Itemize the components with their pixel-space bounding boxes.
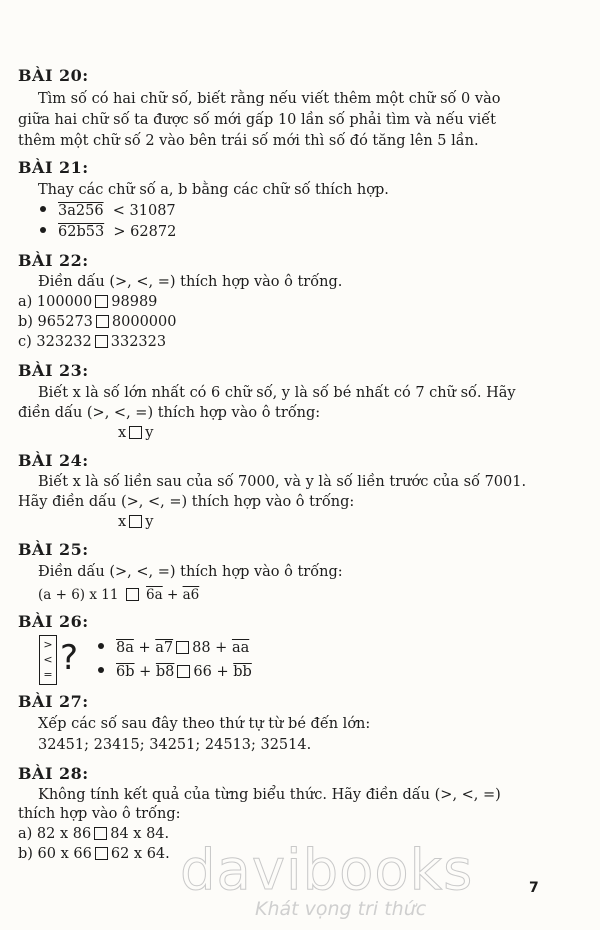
exercise-24-line-2: Hãy điền dấu (>, <, =) thích hợp vào ô trống: bbox=[18, 494, 355, 510]
exercise-24-compare bbox=[118, 512, 153, 532]
exercise-27-numbers: 32451; 23415; 34251; 24513; 32514. bbox=[38, 737, 312, 753]
answer-box-23[interactable] bbox=[129, 426, 142, 439]
expr-compare-2: > 62872 bbox=[113, 224, 177, 240]
expr-aa: $\overline{aa}$ bbox=[231, 640, 250, 656]
exercise-25-compare bbox=[38, 585, 199, 605]
expr-a6: a6 bbox=[182, 587, 200, 603]
exercise-28-title: BÀI 28: bbox=[18, 764, 89, 783]
item-b-left: b) 965273 bbox=[18, 314, 93, 330]
exercise-24-line-1: Biết x là số liền sau của số 7000, và y là số liền trước của số 7001. bbox=[38, 474, 527, 490]
answer-box-c[interactable] bbox=[95, 335, 108, 348]
exercise-20-line-1: Tìm số có hai chữ số, biết rằng nếu viết thêm một chữ số 0 vào bbox=[38, 91, 501, 107]
answer-box-28-a[interactable] bbox=[94, 827, 107, 840]
exercise-21-title: BÀI 21: bbox=[18, 158, 89, 177]
expr-6b: 6b bbox=[116, 664, 135, 680]
expr-left: (a + 6) x 11 bbox=[38, 587, 119, 603]
item-b-right: 8000000 bbox=[111, 314, 177, 330]
exercise-20-line-3: thêm một chữ số 2 vào bên trái số mới thì số đó tăng lên 5 lần. bbox=[18, 133, 479, 149]
answer-box-24[interactable] bbox=[129, 515, 142, 528]
var-x: x bbox=[118, 425, 127, 441]
var-x: x bbox=[118, 514, 127, 530]
expr-bb: $\overline{bb}$ bbox=[233, 664, 252, 680]
exercise-24-title: BÀI 24: bbox=[18, 451, 89, 470]
exercise-26-title: BÀI 26: bbox=[18, 612, 89, 631]
exercise-23-line-2: điền dấu (>, <, =) thích hợp vào ô trống: bbox=[18, 405, 321, 421]
answer-box-a[interactable] bbox=[95, 295, 108, 308]
item-a-left: a) 100000 bbox=[18, 294, 93, 310]
plus-sign: + bbox=[133, 640, 156, 656]
answer-box-28-b[interactable] bbox=[95, 847, 108, 860]
comparison-signs-box bbox=[39, 635, 57, 685]
var-y: y bbox=[145, 514, 154, 530]
exercise-28-item-b bbox=[18, 844, 170, 864]
sign-equal: = bbox=[43, 668, 53, 681]
expr-88: 88 + bbox=[192, 640, 232, 656]
item-c-left: c) 323232 bbox=[18, 334, 92, 350]
exercise-22-item-a bbox=[18, 292, 157, 312]
answer-box-b[interactable] bbox=[96, 315, 109, 328]
sign-less: < bbox=[43, 653, 53, 666]
expr-8a: 8a bbox=[116, 640, 134, 656]
exercise-21-item-2 bbox=[40, 222, 176, 242]
exercise-22-title: BÀI 22: bbox=[18, 251, 89, 270]
expr-62b53: 62b53 bbox=[58, 224, 105, 240]
exercise-27-intro: Xếp các số sau đây theo thứ tự từ bé đến lớn: bbox=[38, 716, 371, 732]
exercise-27-title: BÀI 27: bbox=[18, 692, 89, 711]
expr-66: 66 + bbox=[193, 664, 234, 680]
bullet bbox=[40, 206, 46, 212]
expr-a7: a7 bbox=[155, 640, 174, 656]
exercise-22-item-b bbox=[18, 312, 176, 332]
exercise-25-intro: Điền dấu (>, <, =) thích hợp vào ô trống: bbox=[38, 564, 343, 580]
answer-box-25[interactable] bbox=[126, 588, 139, 601]
var-y: y bbox=[145, 425, 154, 441]
question-mark: ? bbox=[60, 638, 79, 678]
exercise-21-intro: Thay các chữ số a, b bằng các chữ số thích hợp. bbox=[38, 182, 389, 198]
watermark-logo: davibooks bbox=[180, 838, 474, 903]
exercise-23-title: BÀI 23: bbox=[18, 361, 89, 380]
sign-greater: > bbox=[43, 638, 53, 651]
exercise-23-line-1: Biết x là số lớn nhất có 6 chữ số, y là số bé nhất có 7 chữ số. Hãy bbox=[38, 385, 516, 401]
exercise-21-item-1 bbox=[40, 201, 176, 221]
plus-sign: + bbox=[162, 587, 183, 603]
exercise-20-title: BÀI 20: bbox=[18, 66, 89, 85]
item-a-right: 98989 bbox=[111, 294, 158, 310]
exercise-26-row-2 bbox=[98, 662, 252, 682]
item-a-right: 84 x 84. bbox=[110, 826, 170, 842]
answer-box-26-2[interactable] bbox=[177, 665, 190, 678]
exercise-28-item-a bbox=[18, 824, 169, 844]
item-a-left: a) 82 x 86 bbox=[18, 826, 92, 842]
answer-box-26-1[interactable] bbox=[176, 641, 189, 654]
exercise-28-line-2: thích hợp vào ô trống: bbox=[18, 806, 181, 822]
plus-sign: + bbox=[134, 664, 156, 680]
expr-compare-1: < 31087 bbox=[112, 203, 176, 219]
exercise-22-item-c bbox=[18, 332, 166, 352]
item-c-right: 332323 bbox=[110, 334, 167, 350]
item-b-right: 62 x 64. bbox=[110, 846, 170, 862]
exercise-28-line-1: Không tính kết quả của từng biểu thức. Hãy điền dấu (>, <, =) bbox=[38, 787, 501, 803]
exercise-22-intro: Điền dấu (>, <, =) thích hợp vào ô trống. bbox=[38, 274, 343, 290]
bullet bbox=[40, 227, 46, 233]
exercise-25-title: BÀI 25: bbox=[18, 540, 89, 559]
exercise-23-compare bbox=[118, 423, 153, 443]
exercise-20-line-2: giữa hai chữ số ta được số mới gấp 10 lần số phải tìm và nếu viết bbox=[18, 112, 496, 128]
expr-3a256: 3a256 bbox=[58, 203, 104, 219]
page-number: 7 bbox=[529, 880, 539, 896]
bullet bbox=[98, 643, 104, 649]
expr-6a: 6a bbox=[146, 587, 163, 603]
expr-b8: b8 bbox=[155, 664, 175, 680]
item-b-left: b) 60 x 66 bbox=[18, 846, 92, 862]
exercise-26-row-1 bbox=[98, 638, 249, 658]
bullet bbox=[98, 667, 104, 673]
watermark-slogan: Khát vọng tri thức bbox=[255, 898, 427, 920]
